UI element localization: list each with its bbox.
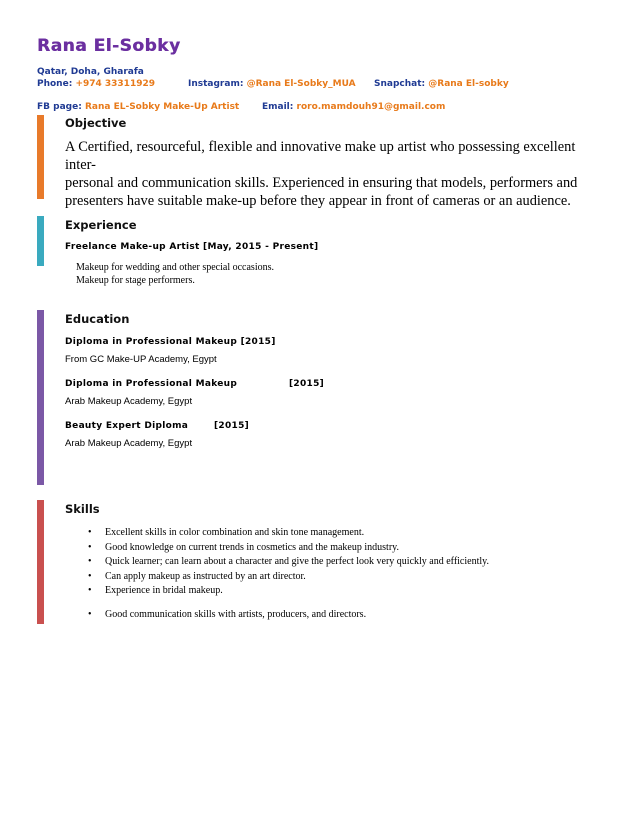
skill-item bbox=[88, 608, 489, 623]
location-text: Qatar, Doha, Gharafa bbox=[37, 67, 144, 77]
skill-text: Quick learner; can learn about a character and give the perfect look very quickly and efficiently. bbox=[105, 556, 489, 568]
skill-item bbox=[88, 570, 489, 585]
fb-value: Rana EL-Sobky Make-Up Artist bbox=[84, 102, 240, 112]
education-degree bbox=[65, 421, 188, 431]
education-heading: Education bbox=[65, 312, 130, 326]
skills-list bbox=[88, 526, 489, 623]
snapchat-line bbox=[374, 79, 509, 89]
instagram-line bbox=[188, 79, 356, 89]
experience-accent-bar bbox=[37, 216, 44, 266]
skill-item bbox=[88, 526, 489, 541]
degree-year: [2015] bbox=[289, 379, 325, 389]
skill-item bbox=[88, 541, 489, 556]
objective-line: A Certified, resourceful, flexible and innovative make up artist who possessing excellent inter- bbox=[65, 139, 576, 173]
skills-heading: Skills bbox=[65, 502, 100, 516]
bullet-icon: • bbox=[88, 608, 92, 620]
experience-heading: Experience bbox=[65, 218, 137, 232]
skill-text: Excellent skills in color combination and skin tone management. bbox=[105, 527, 365, 538]
objective-heading: Objective bbox=[65, 116, 127, 130]
education-degree bbox=[65, 379, 237, 389]
skill-text: Can apply makeup as instructed by an art director. bbox=[105, 570, 306, 582]
skill-text: Good knowledge on current trends in cosmetics and the makeup industry. bbox=[105, 541, 400, 553]
education-school: Arab Makeup Academy, Egypt bbox=[65, 438, 193, 449]
email-label: Email: bbox=[262, 102, 294, 112]
instagram-label: Instagram: bbox=[188, 79, 244, 89]
objective-line: personal and communication skills. Experienced in ensuring that models, performers and bbox=[65, 175, 578, 191]
bullet-icon: • bbox=[88, 541, 92, 553]
snapchat-label: Snapchat: bbox=[374, 79, 426, 89]
objective-text bbox=[65, 138, 595, 210]
bullet-icon: • bbox=[88, 570, 92, 582]
skill-text: Good communication skills with artists, producers, and directors. bbox=[105, 608, 367, 620]
degree-name: Beauty Expert Diploma bbox=[65, 421, 189, 431]
email-line bbox=[262, 102, 445, 112]
skills-accent-bar bbox=[37, 500, 44, 624]
snapchat-value: @Rana El-sobky bbox=[428, 79, 509, 89]
instagram-value: @Rana El-Sobky_MUA bbox=[246, 79, 356, 89]
education-degree bbox=[65, 337, 276, 347]
experience-detail: Makeup for stage performers. bbox=[76, 275, 195, 286]
bullet-icon: • bbox=[88, 585, 92, 597]
fb-line bbox=[37, 102, 239, 112]
bullet-icon: • bbox=[88, 556, 92, 568]
experience-job-title: Freelance Make-up Artist [May, 2015 - Present] bbox=[65, 242, 319, 252]
experience-details bbox=[76, 261, 274, 287]
phone-label: Phone: bbox=[37, 79, 73, 89]
bullet-icon: • bbox=[88, 527, 92, 538]
skill-item bbox=[88, 584, 489, 599]
degree-name: Diploma in Professional Makeup bbox=[65, 337, 238, 347]
skill-text: Experience in bridal makeup. bbox=[105, 585, 223, 597]
degree-year: [2015] bbox=[240, 337, 276, 347]
phone-line bbox=[37, 79, 155, 89]
skill-item bbox=[88, 555, 489, 570]
objective-accent-bar bbox=[37, 115, 44, 199]
education-school: From GC Make-UP Academy, Egypt bbox=[65, 354, 217, 365]
candidate-name: Rana El-Sobky bbox=[37, 36, 181, 56]
objective-line: presenters have suitable make-up before they appear in front of cameras or an audience. bbox=[65, 193, 571, 209]
degree-name: Diploma in Professional Makeup bbox=[65, 379, 238, 389]
email-value: roro.mamdouh91@gmail.com bbox=[296, 102, 446, 112]
education-school: Arab Makeup Academy, Egypt bbox=[65, 396, 193, 407]
degree-year: [2015] bbox=[214, 421, 250, 431]
experience-detail: Makeup for wedding and other special occasions. bbox=[76, 262, 274, 273]
education-accent-bar bbox=[37, 310, 44, 485]
fb-label: FB page: bbox=[37, 102, 82, 112]
phone-value: +974 33311929 bbox=[75, 79, 155, 89]
